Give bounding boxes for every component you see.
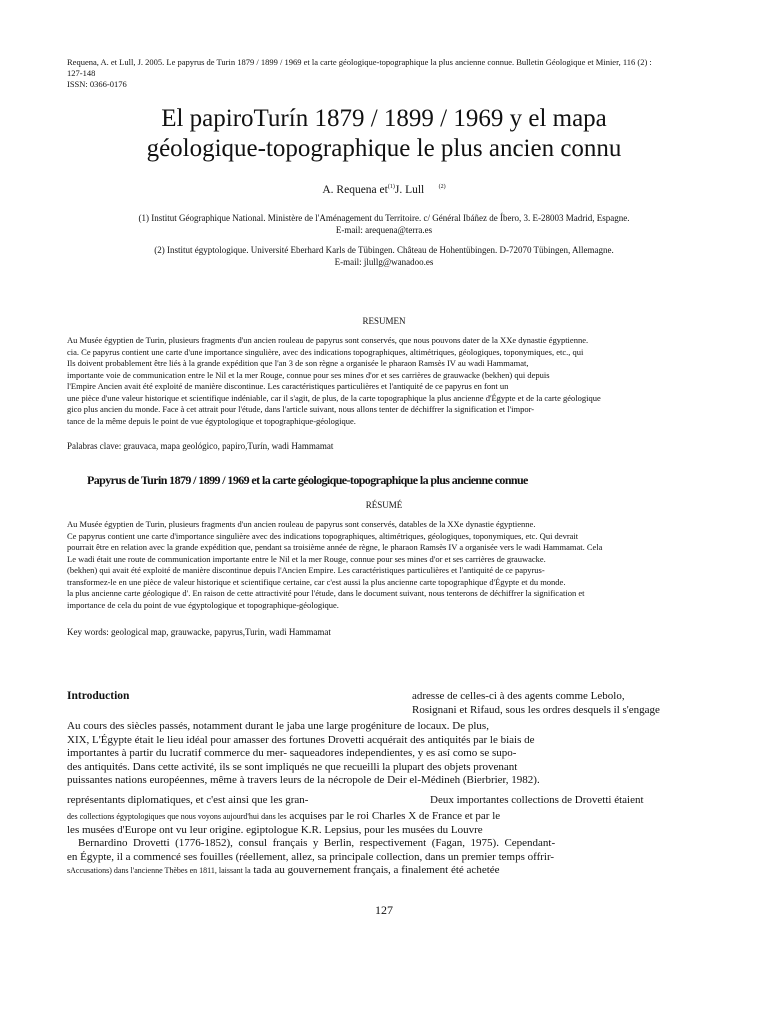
intro-line: les musées d'Europe ont vu leur origine. egiptologue K.R. Lepsius, pour les musées du Louvre	[67, 823, 483, 836]
page-number: 127	[375, 903, 393, 917]
resumen-keywords: Palabras clave: grauvaca, mapa geológico, papiro,Turín, wadi Hammamat	[67, 441, 334, 451]
resumen-line: l'Empire Ancien avait été exploité de manière discontinue. Les caractéristiques particulières et l'antiquité de ce papyrus en font un	[67, 381, 509, 391]
affiliation-1	[40, 213, 728, 236]
resumen-line: gico plus ancien du monde. Face à cet attrait pour l'étude, dans l'article suivant, nous allons tenter de déchiffrer la signification et l'impor-	[67, 404, 535, 414]
title-line-2: géologique-topographique le plus ancien connu	[146, 135, 622, 162]
intro-mixed-line	[67, 810, 701, 824]
resume-line: pourrait être en relation avec la grande expédition que, pendant sa troisième année de règne, le pharaon Ramsès IV a organisée vers le wadi Hammamat. Cela	[67, 542, 603, 552]
intro-normal-text: tada au gouvernement français, a finalement été achetée	[253, 864, 500, 877]
title-line-1: El papiroTurín 1879 / 1899 / 1969 y el mapa	[161, 105, 607, 132]
resume-line: la plus ancienne carte géologique d'. En raison de cette attractivité pour l'étude, dans le document suivant, nous tenterons de déchiffrer la signification et	[67, 588, 585, 598]
intro-line: Bernardino Drovetti (1776-1852), consul français y Berlin, respectivement (Fagan, 1975). Cependant-	[67, 837, 556, 850]
affiliation-2-email: E-mail: jlullg@wanadoo.es	[334, 256, 434, 267]
author-1: A. Requena et	[322, 184, 388, 196]
intro-line: importantes à partir du lucratif commerce du mer- saqueadores independientes, y es así como se supo-	[67, 747, 517, 760]
resume-line: Le wadi était une route de communication importante entre le Nil et la mer Rouge, connue pour ses mines d'or et ses carrières de grauwacke.	[67, 553, 546, 564]
resumen-heading: RESUMEN	[362, 316, 406, 326]
resumen-line: importante voie de communication entre le Nil et la mer Rouge, connue pour ses mines d'or et ses carrières de grauwacke (bekhen) qui depuis	[67, 369, 550, 380]
intro-small-text: sAccusations) dans l'ancienne Thèbes en 1811, laissant la	[67, 866, 251, 876]
resumen-line: une pièce d'une valeur historique et scientifique indéniable, car il s'agit, de plus, de la carte topographique la plus ancienne d'Égypte et de la carte géologique	[67, 392, 601, 403]
author-2-sup: (2)	[438, 184, 446, 191]
citation-line: Requena, A. et Lull, J. 2005. Le papyrus de Turin 1879 / 1899 / 1969 et la carte géologique-topographique la plus ancienne connue. Bulletin Géologique et Minier, 116 (2) :	[67, 57, 652, 67]
resume-text	[67, 519, 691, 611]
french-title: Papyrus de Turin 1879 / 1899 / 1969 et la carte géologique-topographique la plus ancienne connue	[87, 473, 528, 487]
resumen-line: Ils doivent probablement être liés à la grande expédition que l'an 3 de son règne a organisée le pharaon Ramsès IV au wadi Hammamat,	[67, 358, 529, 368]
introduction-heading: Introduction	[67, 690, 130, 702]
intro-line: des antiquités. Dans cette activité, ils se sont impliqués ne que recueilli la plupart des objets provenant	[67, 760, 518, 773]
affiliation-1-email: E-mail: arequena@terra.es	[335, 224, 433, 235]
resumen-line: tance de la même depuis le point de vue égyptologique et topographique-géologique.	[67, 415, 356, 426]
intro-body	[67, 720, 701, 788]
intro-line: Au cours des siècles passés, notamment durant le jaba une large progéniture de locaux. De plus,	[67, 720, 489, 732]
resume-keywords: Key words: geological map, grauwacke, papyrus,Turin, wadi Hammamat	[67, 627, 331, 637]
intro-right-line: adresse de celles-ci à des agents comme Lebolo,	[412, 690, 625, 702]
authors	[0, 184, 768, 196]
intro-right-mid: Deux importantes collections de Drovetti étaient	[430, 794, 644, 806]
intro-right-line: Rosignani et Rifaud, sous les ordres desquels il s'engage	[412, 703, 660, 716]
resumen-text	[67, 335, 691, 427]
citation-issn: ISSN: 0366-0176	[67, 79, 127, 89]
intro-line-grand: représentants diplomatiques, et c'est ainsi que les gran-	[67, 794, 309, 806]
author-1-sup: (1)	[387, 184, 395, 191]
resume-heading: RÉSUMÉ	[365, 500, 403, 510]
intro-line: puissantes nations européennes, même à travers leurs de la nécropole de Deir el-Médineh (Bierbrier, 1982).	[67, 774, 540, 787]
resume-line: Au Musée égyptien de Turin, plusieurs fragments d'un ancien rouleau de papyrus sont conservés, datables de la XXe dynastie égyptienne.	[67, 519, 536, 529]
resume-line: transformez-le en une pièce de valeur historique et scientifique certaine, car c'est aussi la plus ancienne carte topographique d'Égypte et du monde.	[67, 576, 566, 587]
intro-lower	[67, 810, 701, 878]
intro-line: XIX, L'Égypte était le lieu idéal pour amasser des fortunes Drovetti acquérait des antiquités par le biais de	[67, 733, 535, 746]
author-2: J. Lull	[394, 184, 425, 196]
affiliation-1-address: (1) Institut Géographique National. Ministère de l'Aménagement du Territoire. c/ Général Ibáñez de Íbero, 3. E-28003 Madrid, Espagne.	[138, 213, 630, 223]
intro-line: en Égypte, il a commencé ses fouilles (réellement, allez, sa principale collection, dans un premier temps offrir-	[67, 850, 555, 863]
intro-normal-text: acquises par le roi Charles X de France et par le	[289, 810, 501, 822]
resume-line: Ce papyrus contient une carte d'importance singulière avec des indications topographiques, altimétriques, géologiques, toponymiques, etc. Qui devrait	[67, 530, 579, 541]
citation	[67, 57, 657, 90]
citation-pages: 127-148	[67, 68, 96, 78]
affiliation-2	[40, 245, 728, 268]
intro-right-top	[412, 690, 700, 717]
resumen-line: cia. Ce papyrus contient une carte d'une importance singulière, avec des indications topographiques, altimétriques, géologiques, toponymiques, etc., qui	[67, 346, 584, 357]
resume-line: importance de cela du point de vue égyptologique et topographique-géologique.	[67, 599, 339, 610]
intro-mixed-line	[67, 864, 701, 878]
paper-title	[60, 104, 708, 164]
resume-line: (bekhen) qui avait été exploité de manière discontinue depuis l'Ancien Empire. Les caractéristiques particulières et l'antiquité de ce papyrus-	[67, 565, 545, 575]
intro-small-text: des collections égyptologiques que nous voyons aujourd'hui dans les	[67, 812, 287, 821]
affiliation-2-address: (2) Institut égyptologique. Université Eberhard Karls de Tübingen. Château de Hohentübingen. D-72070 Tübingen, Allemagne.	[154, 245, 614, 255]
resumen-line: Au Musée égyptien de Turin, plusieurs fragments d'un ancien rouleau de papyrus sont conservés, que nous pouvons dater de la XXe dynastie égyptienne.	[67, 335, 589, 345]
